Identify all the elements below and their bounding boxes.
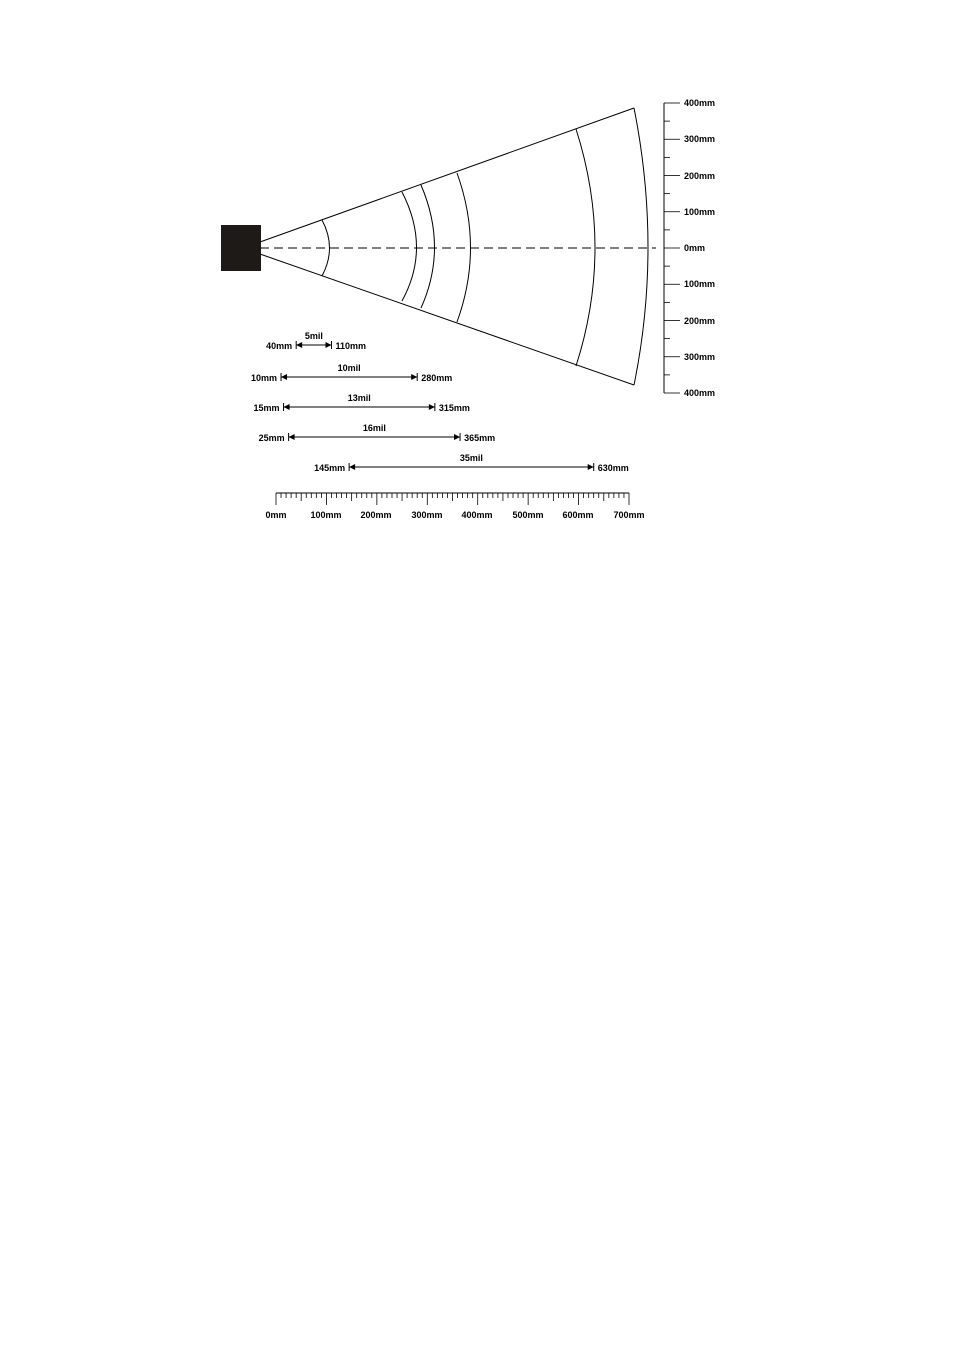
hscale-label: 500mm xyxy=(512,510,544,520)
range-far-label: 365mm xyxy=(464,433,496,443)
range-density-label: 35mil xyxy=(459,453,483,463)
range-bars xyxy=(251,331,629,473)
cone-upper-edge xyxy=(260,108,634,242)
range-row xyxy=(251,363,452,383)
cone-lower-edge xyxy=(260,254,634,385)
range-near-label: 15mm xyxy=(253,403,280,413)
range-row xyxy=(266,331,366,351)
hscale-label: 200mm xyxy=(360,510,392,520)
range-arrow-near xyxy=(296,342,302,348)
range-far-label: 315mm xyxy=(438,403,470,413)
range-arrow-far xyxy=(454,434,460,440)
range-arrow-near xyxy=(281,374,287,380)
range-arrow-near xyxy=(349,464,355,470)
vscale-label: 400mm xyxy=(684,388,716,398)
range-far-label: 630mm xyxy=(597,463,629,473)
range-arrow-far xyxy=(429,404,435,410)
range-density-label: 13mil xyxy=(347,393,371,403)
vertical-scale-labels xyxy=(684,98,715,398)
range-density-label: 10mil xyxy=(337,363,361,373)
range-near-label: 40mm xyxy=(266,341,293,351)
hscale-label: 700mm xyxy=(613,510,645,520)
range-arrow-far xyxy=(325,342,331,348)
horizontal-scale xyxy=(276,493,629,505)
range-row xyxy=(254,393,470,413)
range-arrow-near xyxy=(284,404,290,410)
range-arrow-near xyxy=(289,434,295,440)
range-far-label: 280mm xyxy=(421,373,453,383)
scanner-head xyxy=(221,225,261,271)
vscale-label: 0mm xyxy=(684,243,706,253)
vscale-label: 300mm xyxy=(684,352,716,362)
range-arrow-far xyxy=(411,374,417,380)
hscale-label: 100mm xyxy=(310,510,342,520)
vscale-label: 400mm xyxy=(684,98,716,108)
range-near-label: 145mm xyxy=(314,463,346,473)
hscale-label: 0mm xyxy=(265,510,287,520)
range-row xyxy=(314,453,629,473)
vscale-label: 100mm xyxy=(684,207,716,217)
arc-10mil xyxy=(402,192,417,301)
range-near-label: 10mm xyxy=(251,373,278,383)
range-density-label: 16mil xyxy=(362,423,386,433)
hscale-label: 400mm xyxy=(461,510,493,520)
range-density-label: 5mil xyxy=(304,331,323,341)
vscale-label: 200mm xyxy=(684,316,716,326)
range-near-label: 25mm xyxy=(258,433,285,443)
hscale-label: 600mm xyxy=(562,510,594,520)
vscale-label: 200mm xyxy=(684,171,716,181)
arc-13mil xyxy=(421,185,435,308)
vertical-scale xyxy=(664,103,680,393)
range-far-label: 110mm xyxy=(335,341,367,351)
vscale-label: 300mm xyxy=(684,134,716,144)
cone-outer-arc xyxy=(634,108,648,385)
range-arrow-far xyxy=(588,464,594,470)
hscale-label: 300mm xyxy=(411,510,443,520)
vscale-label: 100mm xyxy=(684,279,716,289)
horizontal-scale-labels xyxy=(265,510,644,520)
range-row xyxy=(259,423,496,443)
